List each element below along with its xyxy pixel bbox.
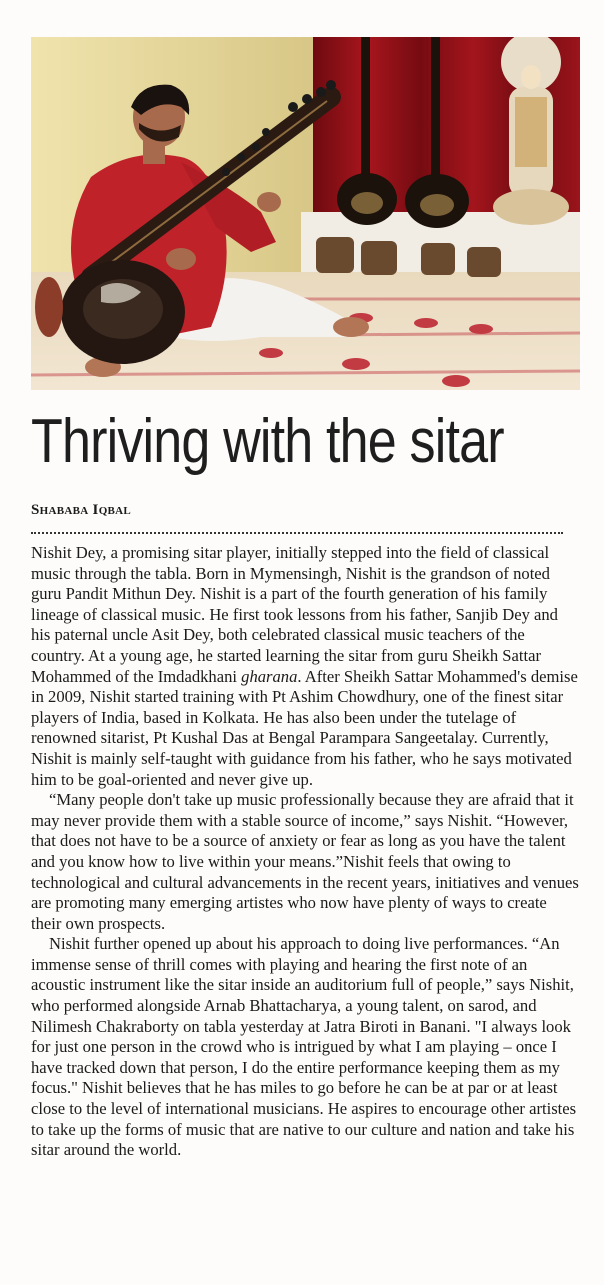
article-body	[31, 543, 580, 1161]
article-paragraph-2: “Many people don't take up music professionally because they are afraid that it may never provide them with a stable source of income,” says Nishit. “However, that does not have to be a source of anxiety or fear as long as you have the talent and you know how to live within your means.”Nishit feels that owing to technological and cultural advancements in the recent years, initiatives and venues are promoting many emerging artistes who now have plenty of ways to create their own prospects.	[31, 790, 579, 933]
paragraph-text: Nishit Dey, a promising sitar player, initially stepped into the field of classical music through the tabla. Born in Mymensingh, Nishit is the grandson of noted guru Pandit Mithun Dey. Nishit is a part of the fourth generation of his family lineage of classical music. He first took lessons from his father, Sanjib Dey and his paternal uncle Asit Dey, both celebrated classical music teachers of the country. At a young age, he started learning the sitar from guru Sheikh Sattar Mohammed of the Imdadkhani	[31, 543, 558, 686]
dotted-divider	[31, 532, 563, 534]
article-paragraph-1	[31, 543, 580, 790]
italic-term: gharana	[241, 666, 298, 686]
paragraph-text: . After Sheikh Sattar Mohammed's demise in 2009, Nishit started training with Pt Ashim Chowdhury, one of the finest sitar players of India, based in Kolkata. He has also been under the tutelage of renowned sitarist, Pt Kushal Das at Bengal Parampara Sangeetalay. Currently, Nishit is mainly self-taught with guidance from his father, who he says motivated him to be goal-oriented and never give up.	[31, 666, 578, 789]
sitar-player-photo	[31, 37, 580, 390]
article-headline: Thriving with the sitar	[31, 407, 504, 476]
author-byline: Shababa Iqbal	[31, 502, 132, 518]
article-paragraph-3: Nishit further opened up about his approach to doing live performances. “An immense sense of thrill comes with playing and hearing the first note of an acoustic instrument like the sitar inside an auditorium full of people,” says Nishit, who performed alongside Arnab Bhattacharya, a young talent, on sarod, and Nilimesh Chakraborty on tabla yesterday at Jatra Biroti in Banani. "I always look for just one person in the crowd who is intrigued by what I am playing – once I have tracked down that person, I do the entire performance keeping them as my focus." Nishit believes that he has miles to go before he can be at par or at least close to the level of international musicians. He aspires to encourage other artistes to take up the forms of music that are native to our culture and nation and take his sitar around the world.	[31, 934, 577, 1160]
